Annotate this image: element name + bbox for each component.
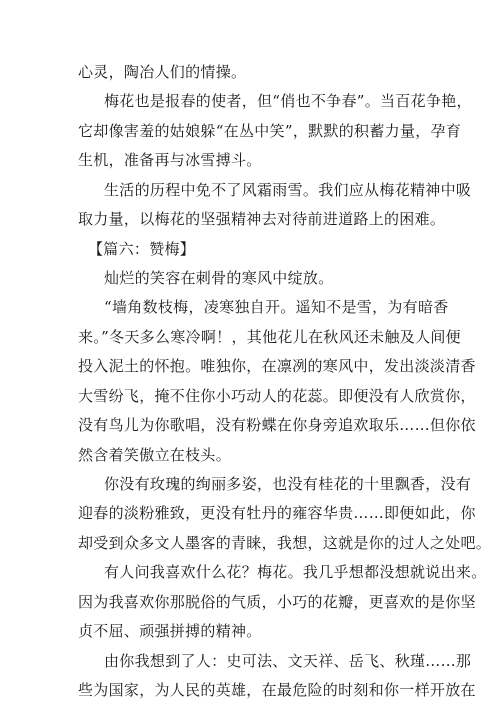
- text-line: 没有鸟儿为你歌唱，没有粉蝶在你身旁追欢取乐……但你依: [78, 416, 476, 434]
- text-line: 来。”冬天多么寒冷啊！，其他花儿在秋风还未触及人间便: [78, 328, 461, 346]
- text-line: 然含着笑傲立在枝头。: [78, 446, 232, 464]
- text-line: 迎春的淡粉雅致，更没有牡丹的雍容华贵……即便如此，你: [78, 504, 476, 522]
- text-line: 却受到众多文人墨客的青睐，我想，这就是你的过人之处吧。: [78, 534, 492, 552]
- text-line: 贞不屈、顽强拼搏的精神。: [78, 622, 262, 640]
- text-line: 由你我想到了人：史可法、文天祥、岳飞、秋瑾……那: [104, 652, 472, 670]
- text-line: “墙角数枝梅，凌寒独自开。遥知不是雪，为有暗香: [104, 298, 449, 316]
- text-line: 有人问我喜欢什么花？梅花。我几乎想都没想就说出来。: [104, 563, 487, 581]
- section-heading: 【篇六：赞梅】: [88, 240, 196, 258]
- text-line: 心灵，陶冶人们的情操。: [78, 63, 247, 81]
- text-line: 取力量，以梅花的坚强精神去对待前进道路上的困难。: [78, 210, 446, 228]
- text-line: 梅花也是报春的使者，但“俏也不争春”。当百花争艳，: [104, 92, 472, 110]
- text-line: 灿烂的笑容在刺骨的寒风中绽放。: [104, 269, 334, 287]
- text-line: 生机，准备再与冰雪搏斗。: [78, 151, 262, 169]
- text-line: 因为我喜欢你那脱俗的气质，小巧的花瓣，更喜欢的是你坚: [78, 593, 476, 611]
- text-line: 它却像害羞的姑娘躲“在丛中笑”，默默的积蓄力量，孕育: [78, 122, 462, 140]
- text-line: 些为国家，为人民的英雄，在最危险的时刻和你一样开放在: [78, 681, 476, 699]
- text-line: 你没有玫瑰的绚丽多姿，也没有桂花的十里飘香，没有: [104, 475, 472, 493]
- text-line: 投入泥土的怀抱。唯独你，在凛冽的寒风中，发出淡淡清香: [78, 357, 476, 375]
- text-line: 大雪纷飞，掩不住你小巧动人的花蕊。即便没有人欣赏你，: [78, 387, 476, 405]
- text-line: 生活的历程中免不了风霜雨雪。我们应从梅花精神中吸: [104, 181, 472, 199]
